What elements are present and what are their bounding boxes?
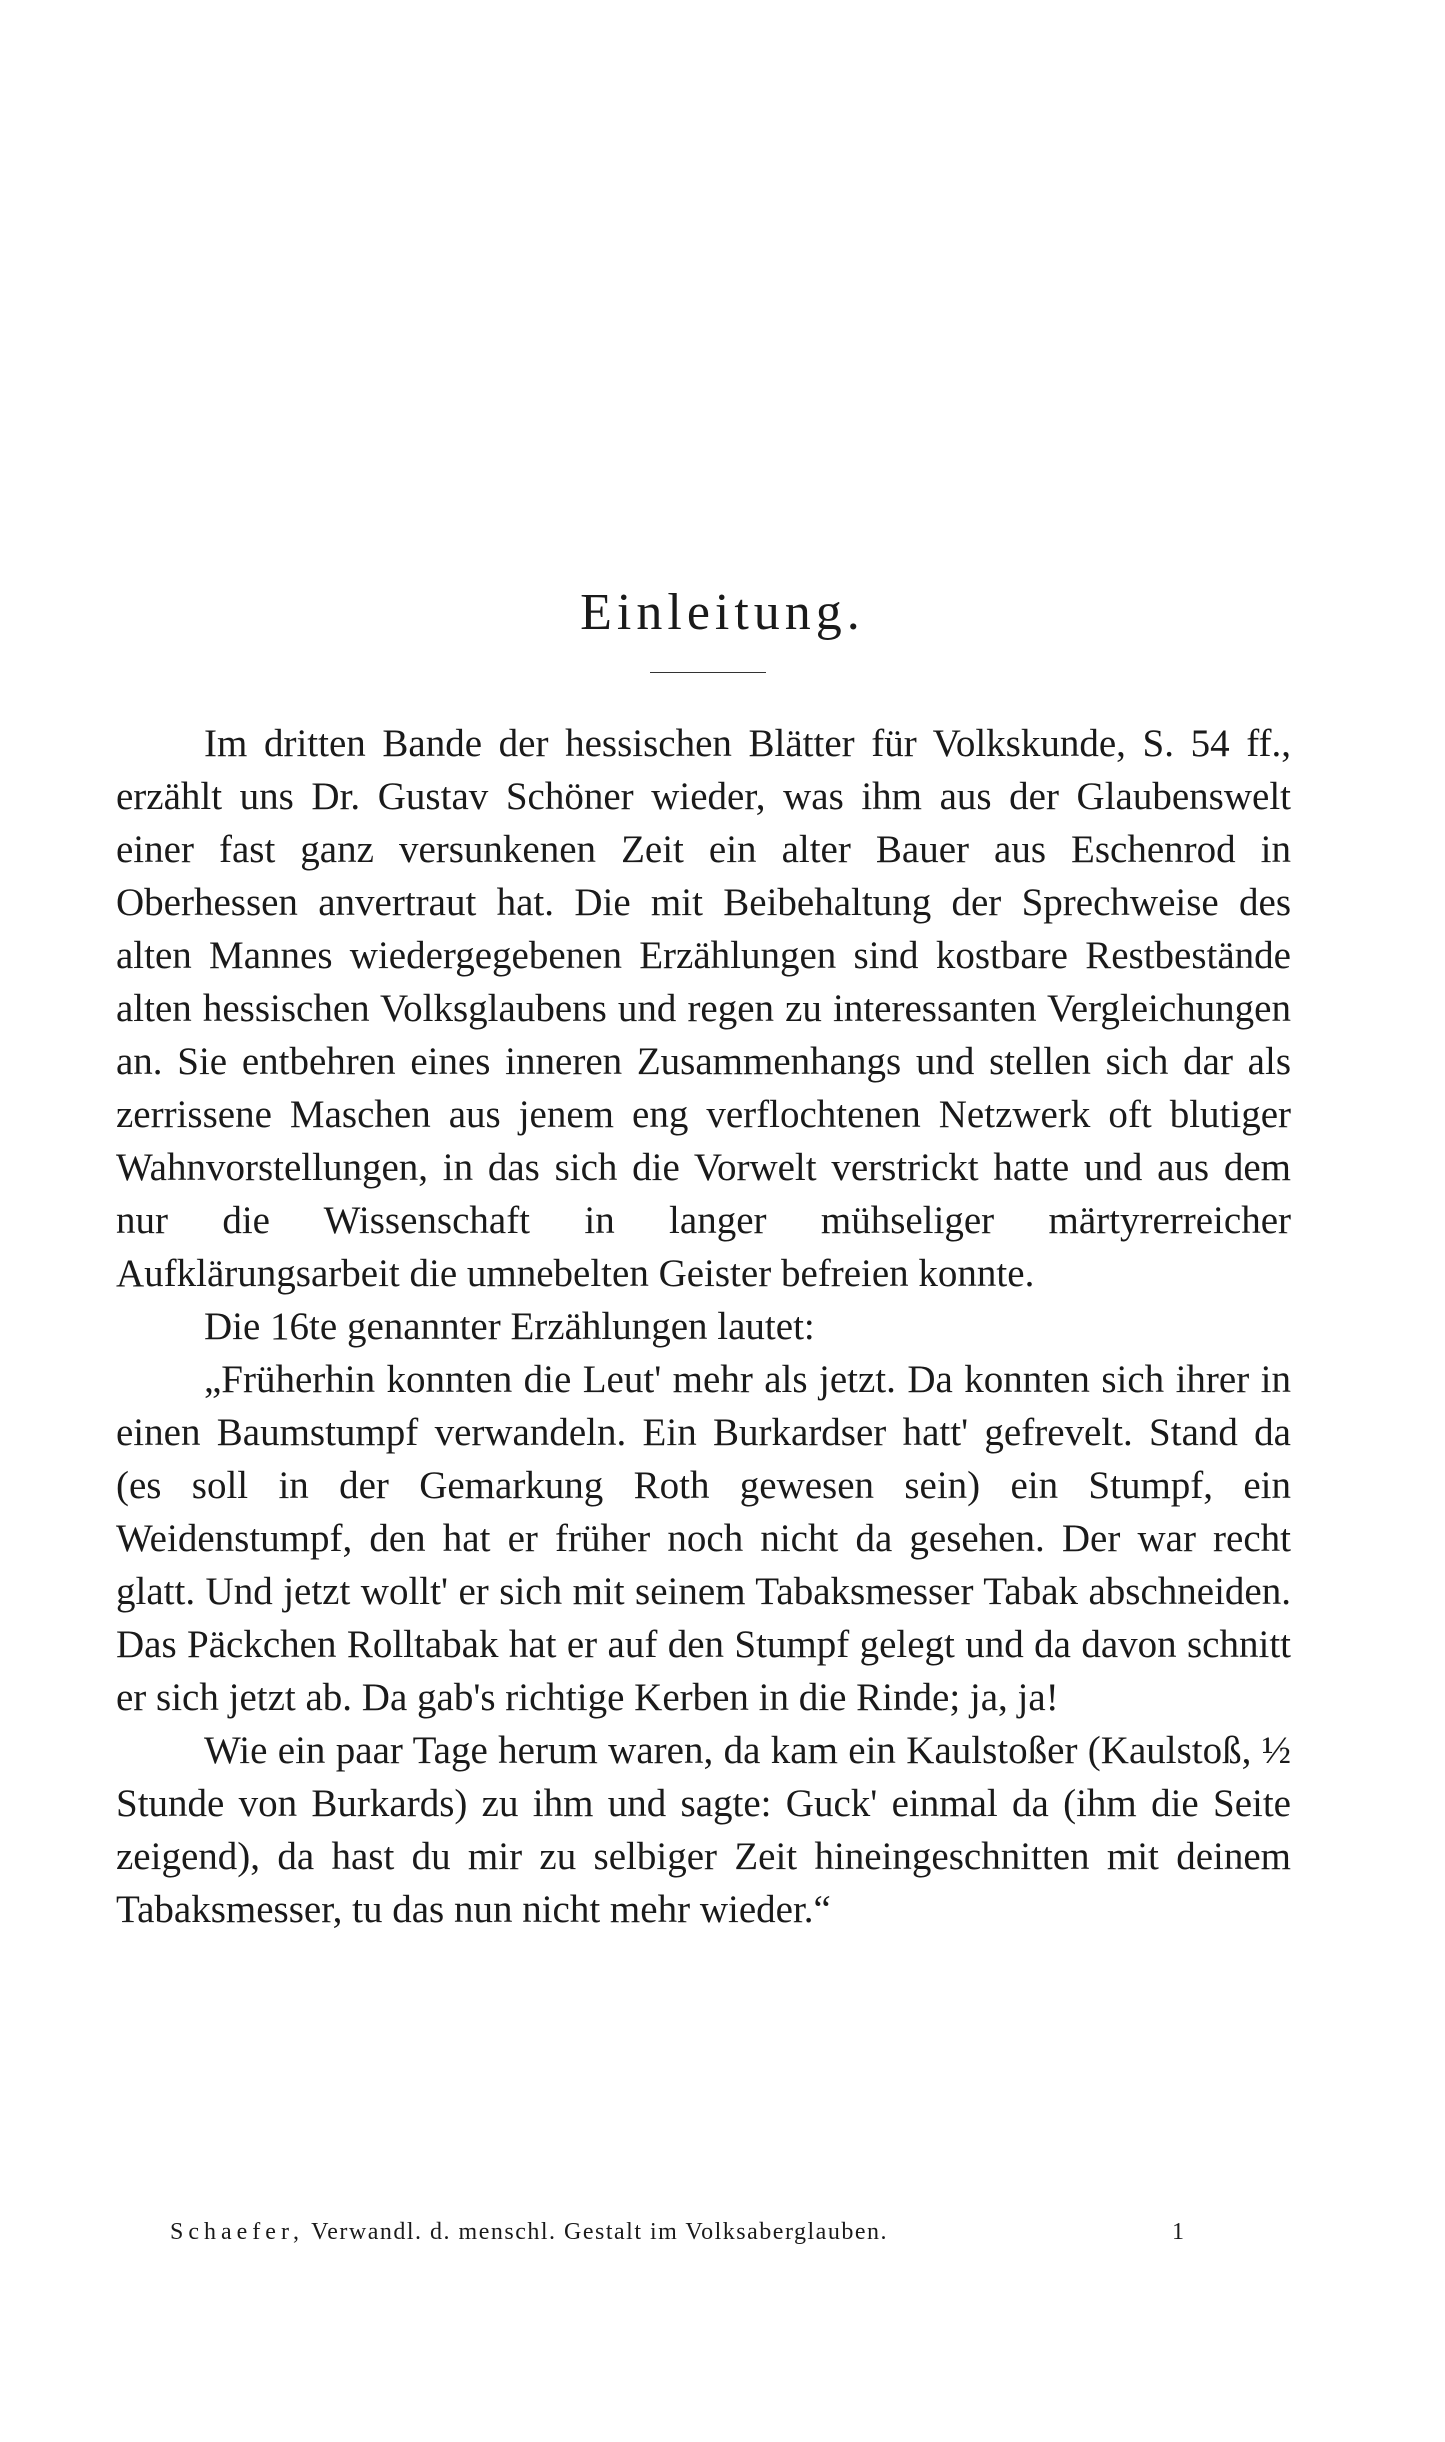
footer-book-title: Verwandl. d. menschl. Gestalt im Volksaberglauben. <box>311 2219 888 2245</box>
footer-author: Schaefer, <box>170 2219 304 2245</box>
paragraph-intro: Im dritten Bande der hessischen Blätter für Volkskunde, S. 54 ff., erzählt uns Dr. Gustav Schöner wieder, was ihm aus der Glaubenswelt einer fast ganz versunkenen Zeit ein alter Bauer aus Eschenrod in Oberhessen anvertraut hat. Die mit Beibehaltung der Sprechweise des alten Mannes wiedergegebenen Erzählungen sind kostbare Restbestände alten hessischen Volksglaubens und regen zu interessanten Vergleichungen an. Sie entbehren eines inneren Zusammenhangs und stellen sich dar als zerrissene Maschen aus jenem eng verflochtenen Netzwerk oft blutiger Wahnvorstellungen, in das sich die Vorwelt verstrickt hatte und aus dem nur die Wissenschaft in langer mühseliger märtyrerreicher Aufklärungsarbeit die umnebelten Geister befreien konnte. <box>116 722 1291 1295</box>
paragraph-quote-part-2: Wie ein paar Tage herum waren, da kam ein Kaulstoßer (Kaulstoß, ½ Stunde von Burkards) zu ihm und sagte: Guck' einmal da (ihm die Seite zeigend), da hast du mir zu selbiger Zeit hineingeschnitten mit deinem Tabaksmesser, tu das nun nicht mehr wieder.“ <box>116 1729 1291 1931</box>
page-title: Einleitung. <box>580 584 865 641</box>
page-footer <box>170 2216 1200 2248</box>
page-number: 1 <box>1172 2219 1184 2245</box>
paragraph-lead-in: Die 16te genannter Erzählungen lautet: <box>204 1305 815 1348</box>
paragraph-quote-part-1: „Früherhin konnten die Leut' mehr als jetzt. Da konnten sich ihrer in einen Baumstumpf verwandeln. Ein Burkardser hatt' gefrevelt. Stand da (es soll in der Gemarkung Roth gewesen sein) ein Stumpf, ein Weidenstumpf, den hat er früher noch nicht da gesehen. Der war recht glatt. Und jetzt wollt' er sich mit seinem Tabaksmesser Tabak abschneiden. Das Päckchen Rolltabak hat er auf den Stumpf gelegt und da davon schnitt er sich jetzt ab. Da gab's richtige Kerben in die Rinde; ja, ja! <box>116 1358 1291 1719</box>
body-text <box>116 717 1291 1936</box>
title-divider <box>650 672 766 673</box>
